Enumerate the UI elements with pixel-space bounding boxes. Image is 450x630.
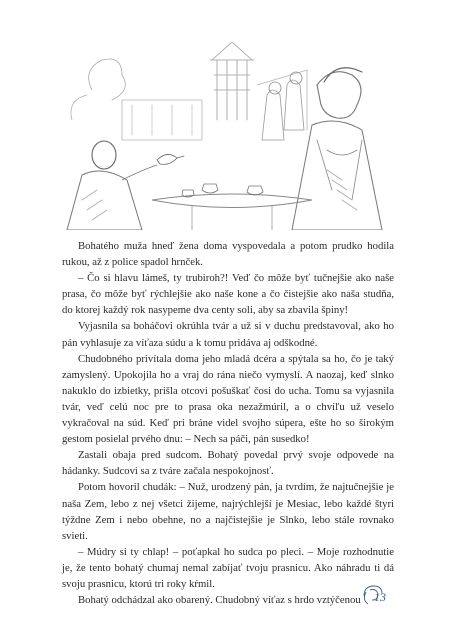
paragraph: Vyjasnila sa boháčovi okrúhla tvár a už si v duchu predstavoval, ako ho pán vyhlasuje za víťaza súdu a k tomu pridáva aj odškodné. [62,320,394,349]
sketch-illustration [62,30,392,230]
story-text [62,238,394,608]
page-number: 13 [374,590,386,604]
paragraph: – Čo si hlavu lámeš, ty trubiroh?! Veď čo môže byť tučnejšie ako naše prasa, čo môže byť rýchlejšie ako naše kone a čo čistejšie ako naša studňa, do ktorej každý rok nasypeme dva centy soli, aby sa zbavila špiny! [62,272,394,317]
paragraph: Potom hovoril chudák: – Nuž, urodzený pán, ja tvrdím, že najtučnejšie je naša Zem, lebo z nej všetci žijeme, najrýchlejší je Mesiac, lebo každé štyri týždne Zem i nebo obehne, no a najčistejšie je Slnko, lebo stále rovnako svieti. [62,481,394,542]
paragraph: Zastali obaja pred sudcom. Bohatý povedal prvý svoje odpovede na hádanky. Sudcovi sa z tváre začala nespokojnosť. [62,449,394,478]
paragraph: – Múdry si ty chlap! – poťapkal ho sudca po pleci. – Moje rozhodnutie je, že tento bohatý chumaj nemal zabíjať tvoju prasnicu. Ako náhradu ti dá svoju prasnicu, ktorú tri roky kŕmil. [62,545,394,590]
illustration-drawing [62,30,392,230]
paragraph: Bohatý odchádzal ako obarený. Chudobný víťaz s hrdo vztýčenou [78,594,361,607]
paragraph: Bohatého muža hneď žena doma vyspovedala a potom prudko hodila rukou, až z police spadol hrnček. [62,240,394,269]
page-number-ornament [360,582,400,612]
paragraph: Chudobného privítala doma jeho mladá dcéra a spýtala sa ho, čo je taký zamyslený. Upokojila ho a vraj do rána niečo vymyslí. A naozaj, keď slnko nakuklo do izbietky, prišla otcovi pošuškať čosi do ucha. Tomu sa vyjasnila tvár, veď celú noc pre to prasa oka nezažmúril, a o chvíľu už veselo vykračoval na súd. Keď pri bráne videl svojho súpera, ešte ho so širokým gestom posielal prvého dnu: – Nech sa páči, pán susedko! [62,352,394,446]
